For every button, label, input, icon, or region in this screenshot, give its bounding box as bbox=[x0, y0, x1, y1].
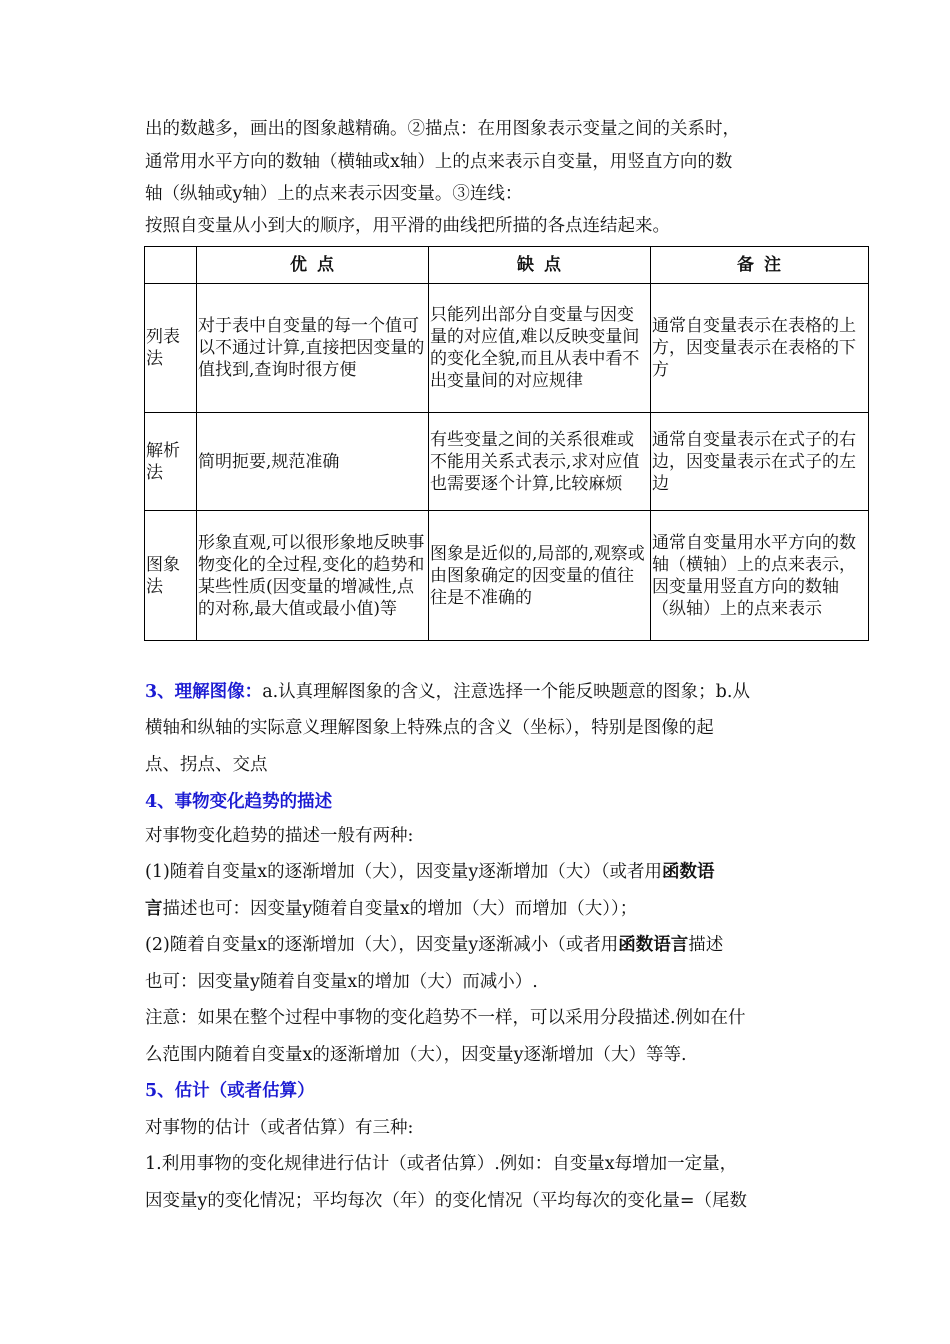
section4-item1-bold1: 函数语 bbox=[662, 862, 715, 882]
row-note: 通常自变量用水平方向的数轴（横轴）上的点来表示，因变量用竖直方向的数轴（纵轴）上的点来表示 bbox=[651, 511, 869, 641]
section4-note-line1: 注意：如果在整个过程中事物的变化趋势不一样，可以采用分段描述.例如在什 bbox=[145, 1008, 746, 1028]
section4-item1-line1 bbox=[145, 860, 715, 884]
row-pros: 简明扼要,规范准确 bbox=[197, 413, 429, 511]
section4-intro: 对事物变化趋势的描述一般有两种: bbox=[145, 826, 414, 846]
row-note: 通常自变量表示在表格的上方，因变量表示在表格的下方 bbox=[651, 284, 869, 413]
section3-heading: 3、理解图像： bbox=[145, 682, 263, 702]
section5-item1-line2: 因变量y的变化情况；平均每次（年）的变化情况（平均每次的变化量=（尾数 bbox=[145, 1191, 748, 1211]
table-row bbox=[145, 413, 869, 511]
section5-intro: 对事物的估计（或者估算）有三种: bbox=[145, 1118, 414, 1138]
row-label: 解析法 bbox=[145, 413, 197, 511]
section4-item2-a2: 描述 bbox=[688, 935, 724, 955]
section4-heading: 4、事物变化趋势的描述 bbox=[145, 792, 333, 812]
intro-line-1: 出的数越多，画出的图象越精确。②描点：在用图象表示变量之间的关系时， bbox=[145, 119, 740, 139]
table-header-empty bbox=[145, 247, 197, 284]
comparison-table bbox=[144, 246, 869, 641]
row-cons: 只能列出部分自变量与因变量的对应值,难以反映变量间的变化全貌,而且从表中看不出变量间的对应规律 bbox=[429, 284, 651, 413]
section4-item2-line2: 也可：因变量y随着自变量x的增加（大）而减小）. bbox=[145, 972, 538, 992]
section4-item2-a: (2)随着自变量x的逐渐增加（大），因变量y逐渐减小（或者用 bbox=[145, 935, 619, 955]
row-pros: 对于表中自变量的每一个值可以不通过计算,直接把因变量的值找到,查询时很方便 bbox=[197, 284, 429, 413]
row-pros: 形象直观,可以很形象地反映事物变化的全过程,变化的趋势和某些性质(因变量的增减性,点的对称,最大值或最小值)等 bbox=[197, 511, 429, 641]
row-note: 通常自变量表示在式子的右边，因变量表示在式子的左边 bbox=[651, 413, 869, 511]
table-row bbox=[145, 284, 869, 413]
intro-line-4: 按照自变量从小到大的顺序，用平滑的曲线把所描的各点连结起来。 bbox=[145, 216, 670, 236]
table-row bbox=[145, 511, 869, 641]
row-cons: 图象是近似的,局部的,观察或由图象确定的因变量的值往往是不准确的 bbox=[429, 511, 651, 641]
table-header-pros: 优 点 bbox=[197, 247, 429, 284]
section4-item2-line1 bbox=[145, 933, 723, 957]
intro-line-3: 轴（纵轴或y轴）上的点来表示因变量。③连线： bbox=[145, 184, 523, 204]
section3-text-1: a.认真理解图象的含义，注意选择一个能反映题意的图象；b.从 bbox=[262, 682, 750, 702]
section3-line-3: 点、拐点、交点 bbox=[145, 755, 268, 775]
table-header-cons: 缺 点 bbox=[429, 247, 651, 284]
section3-line-1 bbox=[145, 680, 750, 704]
row-cons: 有些变量之间的关系很难或不能用关系式表示,求对应值也需要逐个计算,比较麻烦 bbox=[429, 413, 651, 511]
section4-item2-bold: 函数语言 bbox=[618, 935, 689, 955]
section4-item1-bold2: 言 bbox=[145, 899, 163, 919]
intro-line-2: 通常用水平方向的数轴（横轴或x轴）上的点来表示自变量，用竖直方向的数 bbox=[145, 152, 733, 172]
section4-item1-b: 描述也可：因变量y随着自变量x的增加（大）而增加（大））； bbox=[162, 899, 638, 919]
section3-line-2: 横轴和纵轴的实际意义理解图象上特殊点的含义（坐标），特别是图像的起 bbox=[145, 718, 714, 738]
row-label: 列表法 bbox=[145, 284, 197, 413]
section5-heading: 5、估计（或者估算） bbox=[145, 1081, 315, 1101]
section5-item1-line1: 1.利用事物的变化规律进行估计（或者估算）.例如：自变量x每增加一定量， bbox=[145, 1154, 738, 1174]
section4-note-line2: 么范围内随着自变量x的逐渐增加（大），因变量y逐渐增加（大）等等. bbox=[145, 1045, 687, 1065]
row-label: 图象法 bbox=[145, 511, 197, 641]
section4-item1-a: (1)随着自变量x的逐渐增加（大），因变量y逐渐增加（大）（或者用 bbox=[145, 862, 663, 882]
section4-item1-line2 bbox=[145, 897, 637, 921]
table-header-row bbox=[145, 247, 869, 284]
table-header-note: 备 注 bbox=[651, 247, 869, 284]
